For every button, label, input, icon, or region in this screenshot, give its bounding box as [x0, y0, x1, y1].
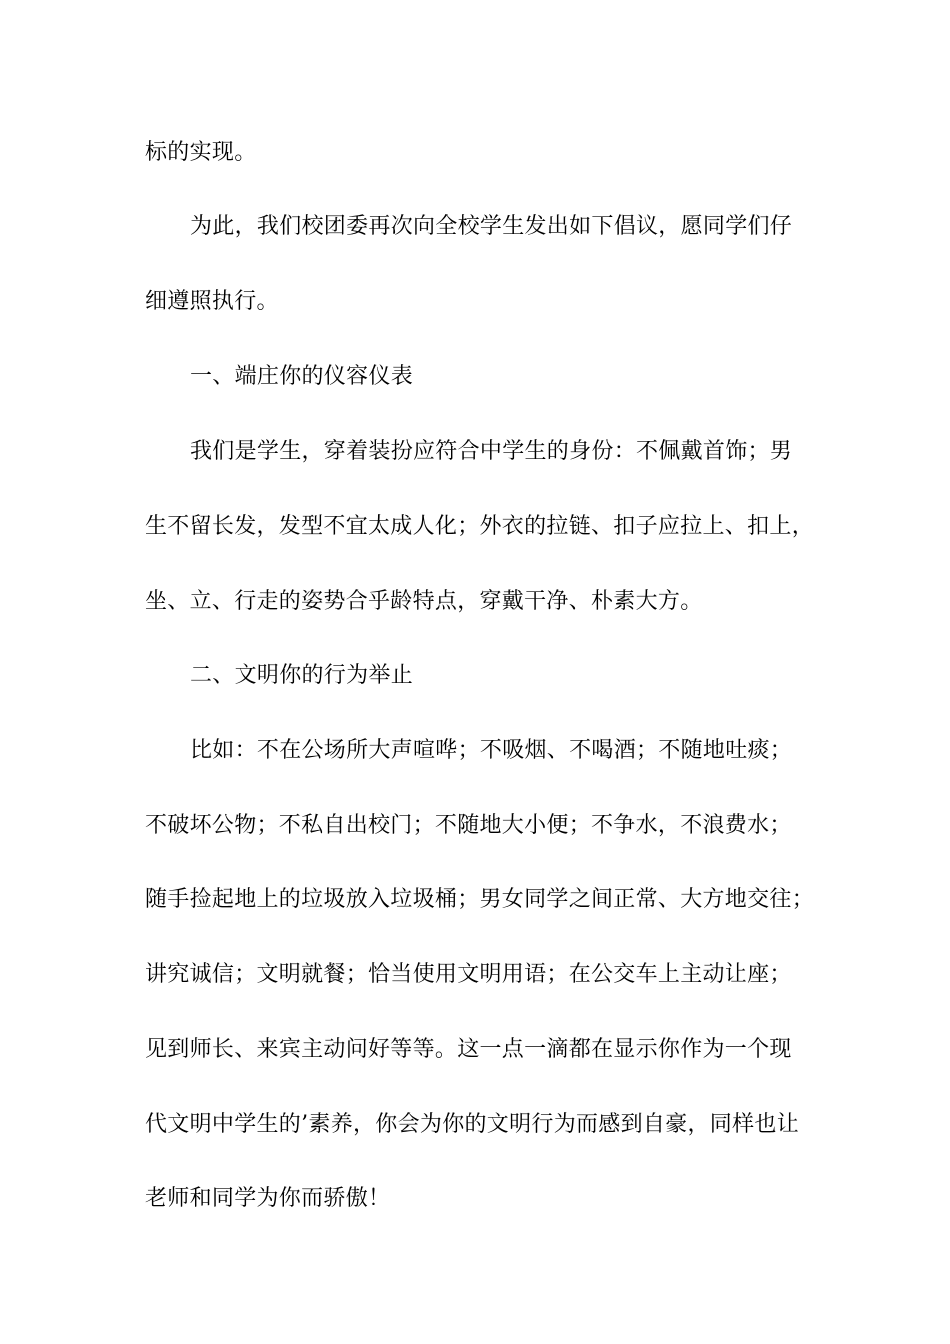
paragraph-appearance-line-2: 生不留长发，发型不宜太成人化；外衣的拉链、扣子应拉上、扣上， — [145, 514, 815, 539]
paragraph-proposal-line-2: 细遵照执行。 — [145, 289, 279, 314]
paragraph-behavior-line-1: 比如：不在公场所大声喧哗；不吸烟、不喝酒；不随地吐痰； — [190, 738, 793, 763]
paragraph-behavior-line-5: 见到师长、来宾主动问好等等。这一点一滴都在显示你作为一个现 — [145, 1037, 792, 1062]
paragraph-behavior-line-2: 不破坏公物；不私自出校门；不随地大小便；不争水，不浪费水； — [145, 813, 792, 838]
paragraph-behavior-line-4: 讲究诚信；文明就餐；恰当使用文明用语；在公交车上主动让座； — [145, 962, 792, 987]
section-heading-behavior: 二、文明你的行为举止 — [190, 663, 414, 688]
paragraph-appearance-line-3: 坐、立、行走的姿势合乎龄特点，穿戴干净、朴素大方。 — [145, 589, 703, 614]
paragraph-proposal-line-1: 为此，我们校团委再次向全校学生发出如下倡议，愿同学们仔 — [190, 214, 793, 239]
paragraph-continuation-line: 标的实现。 — [145, 140, 257, 165]
paragraph-behavior-line-3: 随手捡起地上的垃圾放入垃圾桶；男女同学之间正常、大方地交往； — [145, 887, 815, 912]
paragraph-appearance-line-1: 我们是学生，穿着装扮应符合中学生的身份：不佩戴首饰；男 — [190, 439, 793, 464]
section-heading-appearance: 一、端庄你的仪容仪表 — [190, 364, 414, 389]
paragraph-behavior-line-6: 代文明中学生的’素养，你会为你的文明行为而感到自豪，同样也让 — [145, 1112, 799, 1137]
paragraph-behavior-line-7: 老师和同学为你而骄傲！ — [145, 1186, 391, 1211]
